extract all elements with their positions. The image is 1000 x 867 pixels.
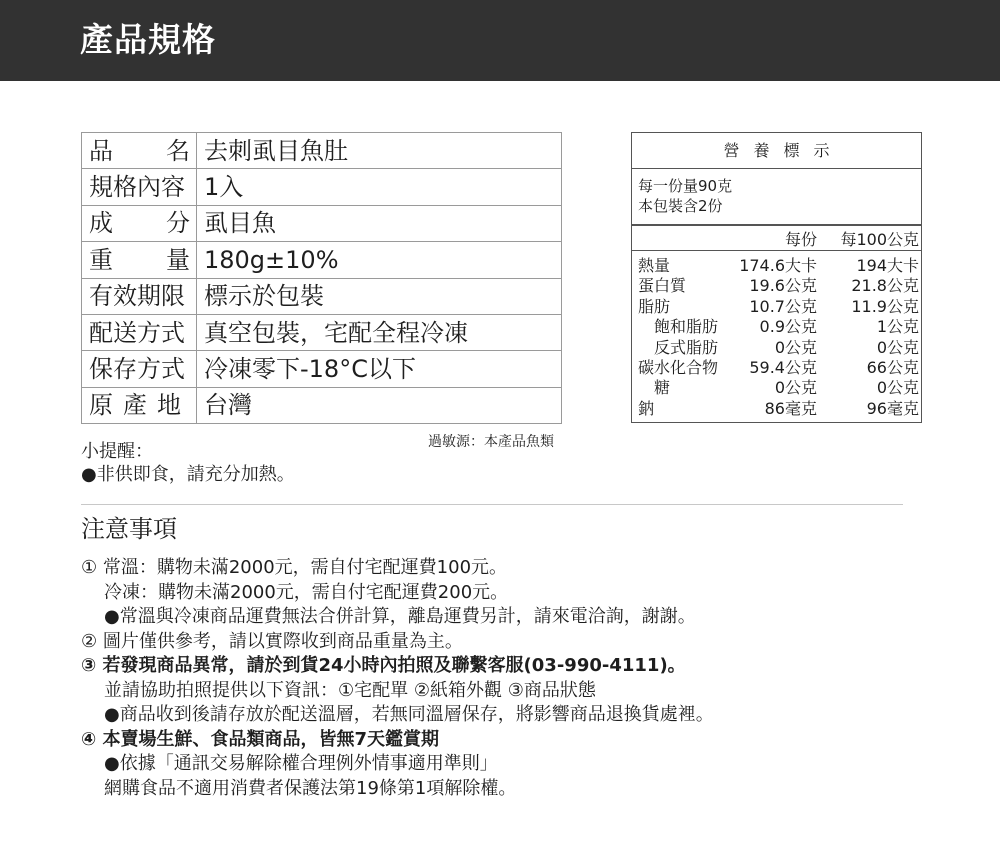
- spec-key-part: 規格內容: [89, 173, 185, 202]
- nutrient-name: 熱量: [638, 256, 671, 275]
- spec-key-part: 保存方式: [89, 355, 185, 384]
- nutrition-row: [632, 317, 921, 337]
- nutrition-column-header: [632, 229, 921, 251]
- spec-row: [82, 242, 562, 278]
- note-line: 冷凍：購物未滿2000元，需自付宅配運費200元。: [104, 581, 509, 603]
- note-line: ●依據「通訊交易解除權合理例外情事適用準則」: [104, 753, 498, 774]
- reminder-item: ●非供即食，請充分加熱。: [81, 464, 295, 485]
- spec-row: [82, 133, 562, 169]
- spec-row: [82, 205, 562, 241]
- nutrient-per-serving: 10.7公克: [749, 296, 817, 316]
- nutrient-per-serving: 0公克: [774, 337, 817, 357]
- nutrient-per-serving: 59.4公克: [749, 358, 817, 377]
- reminder-title: 小提醒：: [81, 441, 153, 462]
- notes-title: 注意事項: [81, 515, 177, 543]
- nutrition-row: [632, 276, 921, 296]
- spec-key: [82, 169, 197, 205]
- nutrition-serving-size: 每一份量90克: [638, 177, 733, 195]
- header-bar: [0, 0, 1000, 81]
- nutrition-row: [632, 297, 921, 317]
- note-line: 並請協助拍照提供以下資訊：①宅配單 ②紙箱外觀 ③商品狀態: [104, 679, 596, 701]
- page-title: 產品規格: [80, 20, 216, 59]
- nutrition-row: [632, 358, 921, 378]
- nutrition-servings: 本包裝含2份: [638, 197, 723, 215]
- nutrition-col-per-serving: 每份: [784, 230, 817, 249]
- note-line: ① 常溫：購物未滿2000元，需自付宅配運費100元。: [81, 557, 508, 578]
- spec-value: 虱目魚: [197, 205, 562, 241]
- nutrition-col-per-100g: 每100公克: [840, 230, 919, 249]
- spec-key: [82, 133, 197, 169]
- nutrient-name: 碳水化合物: [638, 358, 719, 377]
- nutrient-per-100g: 96毫克: [866, 398, 919, 418]
- section-divider: [81, 504, 903, 505]
- spec-table: [81, 132, 562, 424]
- spec-value: 標示於包裝: [197, 278, 562, 314]
- nutrient-name: 反式脂肪: [654, 337, 719, 357]
- spec-key-part: 配送方式: [89, 318, 185, 347]
- spec-value: 180g±10%: [197, 242, 562, 278]
- note-line: ② 圖片僅供參考，請以實際收到商品重量為主。: [81, 630, 463, 652]
- nutrient-name: 飽和脂肪: [654, 317, 719, 337]
- nutrient-per-100g: 21.8公克: [851, 276, 919, 296]
- spec-key-part: 原: [89, 391, 113, 420]
- nutrient-name: 鈉: [638, 398, 655, 418]
- spec-row: [82, 314, 562, 350]
- spec-value: 去刺虱目魚肚: [197, 133, 562, 169]
- note-line: 網購食品不適用消費者保護法第19條第1項解除權。: [104, 777, 517, 799]
- nutrition-row: [632, 338, 921, 358]
- note-line: ●常溫與冷凍商品運費無法合併計算，離島運費另計，請來電洽詢，謝謝。: [104, 606, 696, 627]
- spec-value: 台灣: [197, 387, 562, 423]
- nutrition-row: [632, 399, 921, 419]
- nutrition-title: 營養標示: [632, 133, 921, 169]
- allergen-note: 過敏源：本產品魚類: [428, 434, 554, 450]
- spec-key-part: 產: [123, 391, 147, 420]
- spec-row: [82, 169, 562, 205]
- spec-key-part: 品: [89, 136, 113, 165]
- spec-key-part: 有效期限: [89, 282, 185, 311]
- spec-key: [82, 387, 197, 423]
- note-line: ④ 本賣場生鮮、食品類商品，皆無7天鑑賞期: [81, 728, 440, 750]
- nutrient-per-100g: 0公克: [876, 378, 919, 398]
- nutrition-row: [632, 256, 921, 276]
- spec-key: [82, 205, 197, 241]
- spec-key-part: 分: [166, 209, 190, 238]
- nutrition-rule: [632, 224, 921, 226]
- spec-value: 冷凍零下-18°C以下: [197, 351, 562, 387]
- spec-value: 1入: [197, 169, 562, 205]
- spec-key-part: 重: [89, 245, 113, 274]
- nutrition-table: [631, 132, 922, 423]
- spec-key-part: 量: [166, 245, 190, 274]
- spec-key-part: 成: [89, 209, 113, 238]
- spec-key-part: 名: [166, 136, 190, 165]
- note-line: ●商品收到後請存放於配送溫層，若無同溫層保存，將影響商品退換貨處裡。: [104, 704, 714, 725]
- nutrient-per-100g: 1公克: [876, 317, 919, 337]
- nutrient-per-serving: 86毫克: [764, 398, 817, 418]
- nutrient-per-serving: 19.6公克: [749, 276, 817, 296]
- spec-key: [82, 278, 197, 314]
- nutrient-per-100g: 11.9公克: [851, 296, 919, 316]
- spec-value: 真空包裝，宅配全程冷凍: [197, 314, 562, 350]
- note-line: ③ 若發現商品異常，請於到貨24小時內拍照及聯繫客服(03-990-4111)。: [81, 655, 686, 676]
- nutrient-per-100g: 194大卡: [856, 256, 919, 275]
- nutrient-name: 糖: [654, 378, 671, 398]
- nutrient-per-serving: 0.9公克: [759, 317, 817, 337]
- spec-key-part: 地: [157, 391, 181, 420]
- nutrient-name: 蛋白質: [638, 276, 687, 296]
- spec-key: [82, 314, 197, 350]
- spec-row: [82, 278, 562, 314]
- nutrition-row: [632, 378, 921, 398]
- nutrient-per-100g: 0公克: [876, 337, 919, 357]
- spec-row: [82, 387, 562, 423]
- spec-key: [82, 351, 197, 387]
- nutrient-name: 脂肪: [638, 296, 671, 316]
- nutrient-per-serving: 174.6大卡: [739, 256, 817, 275]
- spec-key: [82, 242, 197, 278]
- spec-row: [82, 351, 562, 387]
- nutrient-per-100g: 66公克: [866, 358, 919, 377]
- nutrient-per-serving: 0公克: [774, 378, 817, 398]
